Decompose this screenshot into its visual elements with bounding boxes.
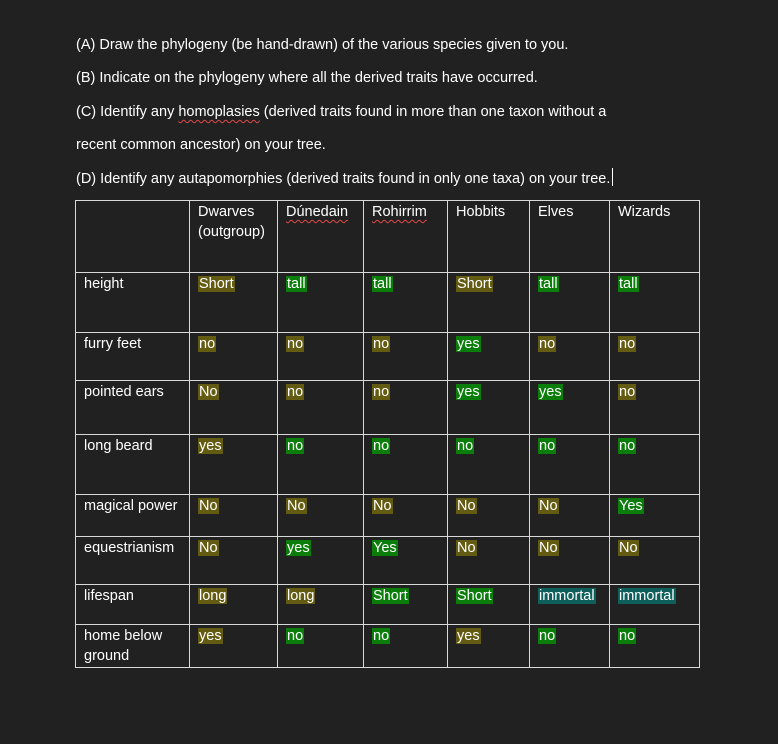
- trait-value-cell[interactable]: [530, 333, 610, 381]
- highlighted-value: No: [199, 384, 218, 400]
- trait-name-cell[interactable]: furry feet: [76, 333, 190, 381]
- header-label: Rohirrim: [372, 204, 427, 220]
- trait-value-cell[interactable]: [190, 585, 278, 625]
- highlighted-value: Short: [457, 276, 492, 292]
- trait-value-cell[interactable]: [278, 273, 364, 333]
- header-row: [76, 201, 700, 273]
- trait-value-cell[interactable]: [610, 381, 700, 435]
- trait-value-cell[interactable]: [610, 273, 700, 333]
- trait-value-cell[interactable]: [364, 625, 448, 668]
- highlighted-value: Short: [457, 588, 492, 604]
- trait-value-cell[interactable]: [448, 381, 530, 435]
- highlighted-value: no: [287, 384, 304, 400]
- highlighted-value: No: [373, 498, 392, 514]
- table-row: [76, 537, 700, 585]
- trait-value-cell[interactable]: [530, 495, 610, 537]
- trait-value-cell[interactable]: [530, 537, 610, 585]
- highlighted-value: yes: [539, 384, 562, 400]
- trait-name-cell[interactable]: equestrianism: [76, 537, 190, 585]
- highlighted-value: no: [619, 628, 636, 644]
- trait-value-cell[interactable]: [448, 537, 530, 585]
- trait-value-cell[interactable]: [530, 381, 610, 435]
- highlighted-value: no: [373, 384, 390, 400]
- trait-value-cell[interactable]: [278, 625, 364, 668]
- header-cell[interactable]: [190, 201, 278, 273]
- highlighted-value: No: [619, 540, 638, 556]
- instruction-a[interactable]: (A) Draw the phylogeny (be hand-drawn) of the various species given to you.: [76, 37, 569, 53]
- table-row: [76, 333, 700, 381]
- highlighted-value: no: [539, 628, 556, 644]
- trait-name-cell[interactable]: lifespan: [76, 585, 190, 625]
- traits-table-body: [76, 201, 700, 668]
- trait-value-cell[interactable]: [278, 435, 364, 495]
- trait-value-cell[interactable]: [364, 435, 448, 495]
- highlighted-value: no: [539, 438, 556, 454]
- traits-table: [75, 200, 700, 668]
- highlighted-value: no: [199, 336, 216, 352]
- trait-name-cell[interactable]: magical power: [76, 495, 190, 537]
- instruction-c-end: (derived traits found in more than one taxon without a: [259, 104, 607, 120]
- highlighted-value: immortal: [539, 588, 595, 604]
- instruction-d[interactable]: [76, 168, 613, 189]
- trait-value-cell[interactable]: [190, 537, 278, 585]
- header-label: Elves: [538, 204, 574, 220]
- trait-value-cell[interactable]: [448, 435, 530, 495]
- highlighted-value: no: [373, 336, 390, 352]
- trait-value-cell[interactable]: [364, 537, 448, 585]
- highlighted-value: long: [287, 588, 315, 604]
- highlighted-value: no: [287, 336, 304, 352]
- highlighted-value: No: [199, 498, 218, 514]
- header-cell[interactable]: [278, 201, 364, 273]
- trait-value-cell[interactable]: [610, 585, 700, 625]
- trait-value-cell[interactable]: [190, 435, 278, 495]
- highlighted-value: no: [619, 438, 636, 454]
- trait-value-cell[interactable]: [610, 537, 700, 585]
- trait-value-cell[interactable]: [448, 333, 530, 381]
- trait-value-cell[interactable]: [190, 381, 278, 435]
- table-row: [76, 625, 700, 668]
- trait-value-cell[interactable]: [190, 495, 278, 537]
- trait-value-cell[interactable]: [278, 333, 364, 381]
- trait-value-cell[interactable]: [278, 495, 364, 537]
- highlighted-value: no: [619, 336, 636, 352]
- highlighted-value: tall: [539, 276, 558, 292]
- trait-value-cell[interactable]: [190, 333, 278, 381]
- highlighted-value: no: [287, 628, 304, 644]
- highlighted-value: Short: [199, 276, 234, 292]
- table-row: [76, 495, 700, 537]
- trait-value-cell[interactable]: [448, 273, 530, 333]
- instruction-d-text: (D) Identify any autapomorphies (derived traits found in only one taxa) on your tree.: [76, 171, 611, 187]
- highlighted-value: yes: [199, 628, 222, 644]
- highlighted-value: Yes: [373, 540, 397, 556]
- highlighted-value: No: [539, 498, 558, 514]
- trait-value-cell[interactable]: [278, 381, 364, 435]
- highlighted-value: yes: [457, 628, 480, 644]
- highlighted-value: no: [619, 384, 636, 400]
- header-label: Wizards: [618, 204, 671, 220]
- trait-value-cell[interactable]: [190, 273, 278, 333]
- highlighted-value: tall: [373, 276, 392, 292]
- trait-value-cell[interactable]: [610, 333, 700, 381]
- instruction-b[interactable]: (B) Indicate on the phylogeny where all the derived traits have occurred.: [76, 70, 538, 86]
- trait-value-cell[interactable]: [364, 585, 448, 625]
- trait-value-cell[interactable]: [448, 625, 530, 668]
- highlighted-value: tall: [287, 276, 306, 292]
- trait-value-cell[interactable]: [364, 495, 448, 537]
- highlighted-value: No: [199, 540, 218, 556]
- trait-value-cell[interactable]: [364, 381, 448, 435]
- highlighted-value: tall: [619, 276, 638, 292]
- highlighted-value: Short: [373, 588, 408, 604]
- trait-name-cell[interactable]: pointed ears: [76, 381, 190, 435]
- highlighted-value: long: [199, 588, 227, 604]
- instruction-c[interactable]: [76, 102, 606, 122]
- highlighted-value: No: [539, 540, 558, 556]
- trait-value-cell[interactable]: [448, 495, 530, 537]
- trait-value-cell[interactable]: [364, 273, 448, 333]
- instruction-c-continued[interactable]: recent common ancestor) on your tree.: [76, 137, 326, 153]
- table-row: [76, 435, 700, 495]
- trait-value-cell[interactable]: [448, 585, 530, 625]
- highlighted-value: No: [287, 498, 306, 514]
- highlighted-value: no: [287, 438, 304, 454]
- trait-value-cell[interactable]: [278, 585, 364, 625]
- header-cell[interactable]: [610, 201, 700, 273]
- highlighted-value: no: [457, 438, 474, 454]
- trait-name-cell[interactable]: long beard: [76, 435, 190, 495]
- table-row: [76, 273, 700, 333]
- highlighted-value: yes: [287, 540, 310, 556]
- trait-value-cell[interactable]: [530, 585, 610, 625]
- header-label: Dúnedain: [286, 204, 349, 220]
- header-cell[interactable]: [364, 201, 448, 273]
- trait-name-cell[interactable]: height: [76, 273, 190, 333]
- trait-value-cell[interactable]: [610, 625, 700, 668]
- trait-value-cell[interactable]: [278, 537, 364, 585]
- table-row: [76, 381, 700, 435]
- header-cell[interactable]: [448, 201, 530, 273]
- spellcheck-flagged-word[interactable]: homoplasies: [178, 104, 260, 120]
- table-row: [76, 585, 700, 625]
- trait-name-cell[interactable]: home below ground: [76, 625, 190, 668]
- trait-value-cell[interactable]: [530, 273, 610, 333]
- trait-value-cell[interactable]: [190, 625, 278, 668]
- header-label: Dwarves (outgroup): [198, 204, 265, 240]
- highlighted-value: yes: [199, 438, 222, 454]
- highlighted-value: immortal: [619, 588, 675, 604]
- trait-value-cell[interactable]: [530, 435, 610, 495]
- trait-value-cell[interactable]: [610, 495, 700, 537]
- header-label: Hobbits: [456, 204, 506, 220]
- trait-value-cell[interactable]: [364, 333, 448, 381]
- highlighted-value: no: [373, 628, 390, 644]
- highlighted-value: No: [457, 498, 476, 514]
- highlighted-value: yes: [457, 384, 480, 400]
- header-corner-cell[interactable]: [76, 201, 190, 273]
- trait-value-cell[interactable]: [530, 625, 610, 668]
- text-cursor: [612, 168, 613, 186]
- trait-value-cell[interactable]: [610, 435, 700, 495]
- highlighted-value: Yes: [619, 498, 643, 514]
- highlighted-value: no: [539, 336, 556, 352]
- instruction-c-start: (C) Identify any: [76, 104, 179, 120]
- highlighted-value: No: [457, 540, 476, 556]
- highlighted-value: no: [373, 438, 390, 454]
- highlighted-value: yes: [457, 336, 480, 352]
- header-cell[interactable]: [530, 201, 610, 273]
